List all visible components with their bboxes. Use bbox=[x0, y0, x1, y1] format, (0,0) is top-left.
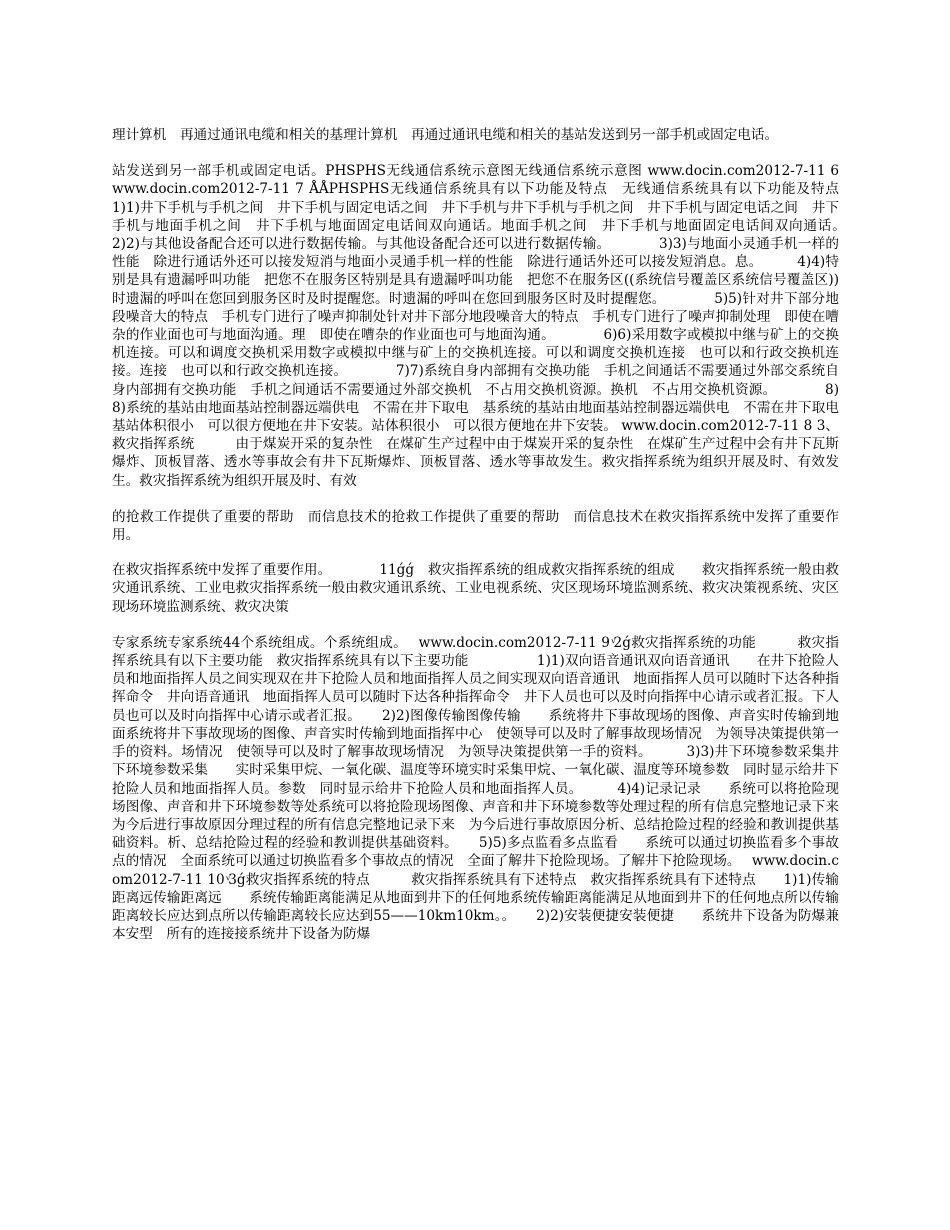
document-page bbox=[112, 126, 894, 943]
paragraph-5: 专家系统专家系统44个系统组成。个系统组成。 www.docin.com2012-7-11 9 ͮ2ǵ救灾指挥系统的功能 救灾指挥系统具有以下主要功能 救灾指挥系统具有以下主要功能 1)1)双向语音通讯双向语音通讯 在井下抢险人员和地面指挥人员之间实现双在井下抢险人员和地面指挥人员之间实现双向语音通讯 地面指挥人员可以随时下达各种指挥命令 井向语音通讯 地面指挥人员可以随时下达各种指挥命令 井下人员也可以及时向指挥中心请示或者汇报。下人员也可以及时向指挥中心请示或者汇报。 2)2)图像传输图像传输 系统将井下事故现场的图像、声音实时传输到地面系统将井下事故现场的图像、声音实时传输到地面指挥中心 使领导可以及时了解事故现场情况 为领导决策提供第一手的资料。场情况 使领导可以及时了解事故现场情况 为领导决策提供第一手的资料。 3)3)井下环境参数采集井下环境参数采集 实时采集甲烷、一氧化碳、温度等环境实时采集甲烷、一氧化碳、温度等环境参数 同时显示给井下抢险人员和地面指挥人员。参数 同时显示给井下抢险人员和地面指挥人员。 4)4)记录记录 系统可以将抢险现场图像、声音和井下环境参数等处系统可以将抢险现场图像、声音和井下环境参数等处理过程的所有信息完整地记录下来 为今后进行事故原因分理过程的所有信息完整地记录下来 为今后进行事故原因分析、总结抢险过程的经验和教训提供基础资料。析、总结抢险过程的经验和教训提供基础资料。 5)5)多点监看多点监看 系统可以通过切换监看多个事故点的情况 全面系统可以通过切换监看多个事故点的情况 全面了解井下抢险现场。了解井下抢险现场。 www.docin.com2012-7-11 10 ͮ3ǵ救灾指挥系统的特点 救灾指挥系统具有下述特点 救灾指挥系统具有下述特点 1)1)传输距离远传输距离远 系统传输距离能满足从地面到井下的任何地系统传输距离能满足从地面到井下的任何地点所以传输距离较长应达到点所以传输距离较长应达到55——10km10km。。 2)2)安装便捷安装便捷 系统井下设备为防爆兼本安型 所有的连接接系统井下设备为防爆 bbox=[112, 634, 853, 943]
paragraph-3: 的抢救工作提供了重要的帮助 而信息技术的抢救工作提供了重要的帮助 而信息技术在救灾指挥系统中发挥了重要作用。 bbox=[112, 508, 839, 544]
paragraph-2: 站发送到另一部手机或固定电话。PHSPHS无线通信系统示意图无线通信系统示意图 www.docin.com2012-7-11 6 www.docin.com2012-7-11 7 ÅÅPHSPHS无线通信系统具有以下功能及特点 无线通信系统具有以下功能及特点 1)1)井下手机与手机之间 井下手机与固定电话之间 井下手机与井下手机与手机之间 井下手机与固定电话之间 井下手机与地面手机之间 井下手机与地面固定电话间双向通话。地面手机之间 井下手机与地面固定电话间双向通话。 2)2)与其他设备配合还可以进行数据传输。与其他设备配合还可以进行数据传输。 3)3)与地面小灵通手机一样的性能 除进行通话外还可以接发短消与地面小灵通手机一样的性能 除进行通话外还可以接发短消息。息。 4)4)特别是具有遗漏呼叫功能 把您不在服务区特别是具有遗漏呼叫功能 把您不在服务区((系统信号覆盖区系统信号覆盖区))时遗漏的呼叫在您回到服务区时及时提醒您。时遗漏的呼叫在您回到服务区时及时提醒您。 5)5)针对井下部分地段噪音大的特点 手机专门进行了噪声抑制处针对井下部分地段噪音大的特点 手机专门进行了噪声抑制处理 即使在嘈杂的作业面也可与地面沟通。理 即使在嘈杂的作业面也可与地面沟通。 6)6)采用数字或模拟中继与矿上的交换机连接。可以和调度交换机采用数字或模拟中继与矿上的交换机连接。可以和调度交换机连接 也可以和行政交换机连接。连接 也可以和行政交换机连接。 7)7)系统自身内部拥有交换功能 手机之间通话不需要通过外部交系统自身内部拥有交换功能 手机之间通话不需要通过外部交换机 不占用交换机资源。换机 不占用交换机资源。 8)8)系统的基站由地面基站控制器远端供电 不需在井下取电 基系统的基站由地面基站控制器远端供电 不需在井下取电 基站体积很小 可以很方便地在井下安装。站体积很小 可以很方便地在井下安装。 www.docin.com2012-7-11 8 3、救灾指挥系统 由于煤炭开采的复杂性 在煤矿生产过程中由于煤炭开采的复杂性 在煤矿生产过程中会有井下瓦斯爆炸、顶板冒落、透水等事故会有井下瓦斯爆炸、顶板冒落、透水等事故发生。救灾指挥系统为组织开展及时、有效发生。救灾指挥系统为组织开展及时、有效 bbox=[112, 163, 894, 489]
paragraph-4: 在救灾指挥系统中发挥了重要作用。 11ǵǵ 救灾指挥系统的组成救灾指挥系统的组成 救灾指挥系统一般由救灾通讯系统、工业电救灾指挥系统一般由救灾通讯系统、工业电视系统、灾区现场环境监测系统、救灾决策视系统、灾区现场环境监测系统、救灾决策 bbox=[112, 562, 839, 615]
paragraph-1: 理计算机 再通过通讯电缆和相关的基理计算机 再通过通讯电缆和相关的基站发送到另一部手机或固定电话。 bbox=[112, 127, 779, 143]
